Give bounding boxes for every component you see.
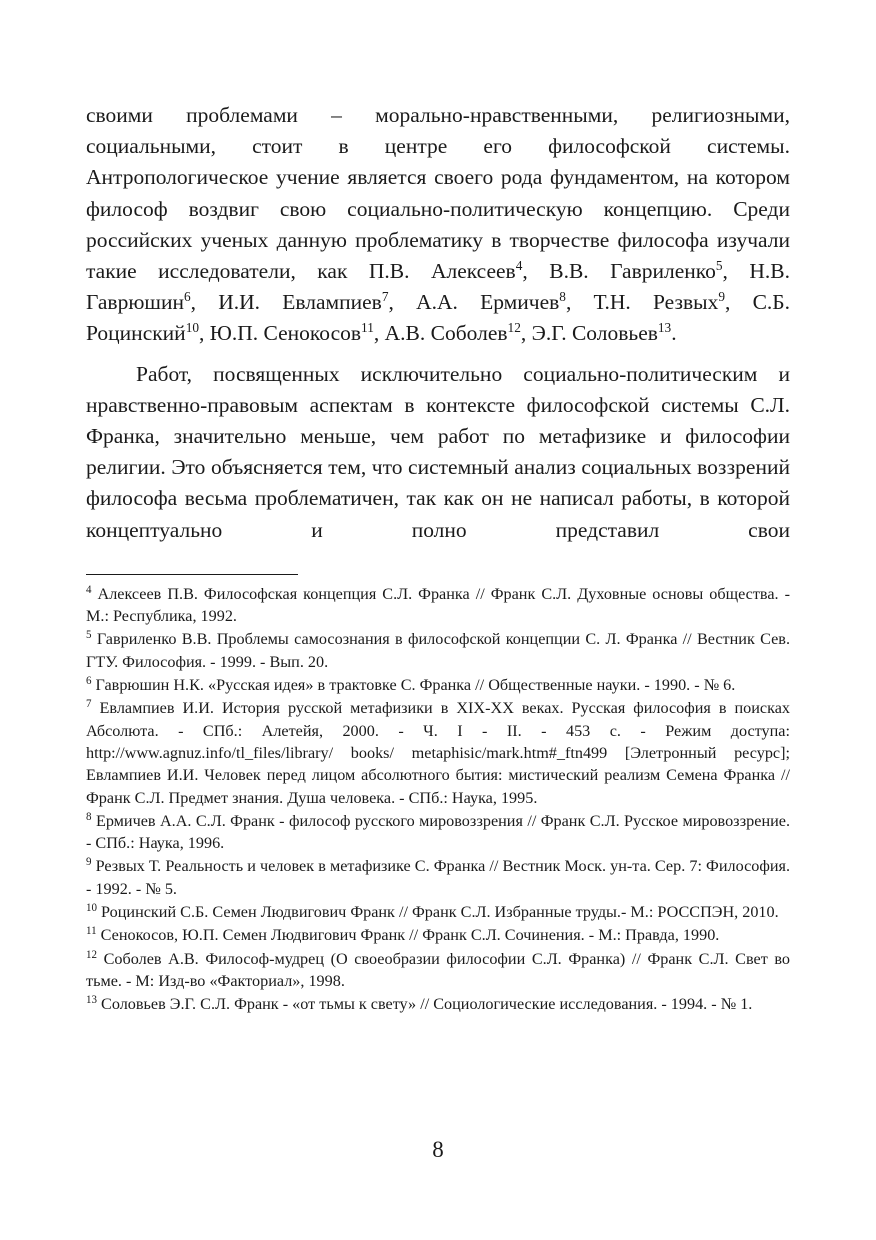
body-text-run: , И.И. Евлампиев bbox=[190, 290, 382, 315]
footnote-number: 10 bbox=[86, 901, 97, 914]
footnote-ref[interactable]: 5 bbox=[715, 258, 723, 274]
footnotes bbox=[86, 583, 790, 1016]
paragraph-2 bbox=[86, 359, 790, 546]
footnote-text: Гаврюшин Н.К. «Русская идея» в трактовке С. Франка // Общественные науки. - 1990. - № 6. bbox=[95, 676, 736, 695]
body-text-run: , Ю.П. Сенокосов bbox=[199, 321, 362, 346]
footnote-11 bbox=[86, 924, 790, 946]
footnote-ref[interactable]: 6 bbox=[183, 289, 191, 305]
footnote-6 bbox=[86, 674, 790, 696]
footnote-10 bbox=[86, 901, 790, 923]
footnote-ref[interactable]: 10 bbox=[185, 320, 200, 336]
footnote-number: 4 bbox=[86, 583, 92, 596]
footnote-text: Соболев А.В. Философ-мудрец (О своеобразии философии С.Л. Франка) // Франк С.Л. Свет во тьме. - М: Изд-во «Факториал», 1998. bbox=[86, 949, 790, 990]
body-text-run: , Т.Н. Резвых bbox=[565, 290, 719, 315]
footnote-text: Алексеев П.В. Философская концепция С.Л. Франка // Франк С.Л. Духовные основы общества. - М.: Республика, 1992. bbox=[86, 584, 790, 626]
footnote-ref[interactable]: 8 bbox=[559, 289, 566, 305]
footnote-5 bbox=[86, 628, 790, 673]
footnote-12 bbox=[86, 948, 790, 993]
body-text-run: , А.В. Соболев bbox=[373, 321, 508, 346]
body-text-run: , Н.В. Гаврюшин bbox=[86, 259, 790, 315]
footnote-number: 6 bbox=[86, 674, 92, 687]
body-text-run: , В.В. Гавриленко bbox=[522, 259, 716, 284]
paragraph-1 bbox=[86, 100, 790, 350]
footnote-ref[interactable]: 11 bbox=[361, 320, 374, 336]
footnote-7 bbox=[86, 697, 790, 808]
footnote-number: 12 bbox=[86, 948, 97, 961]
footnote-text: Резвых Т. Реальность и человек в метафизике С. Франка // Вестник Моск. ун-та. Сер. 7: Философия. - 1992. - № 5. bbox=[86, 857, 791, 898]
footnote-text: Соловьев Э.Г. С.Л. Франк - «от тьмы к свету» // Социологические исследования. - 1994. - № 1. bbox=[101, 995, 753, 1014]
footnote-number: 5 bbox=[86, 629, 92, 642]
footnote-text: Ермичев А.А. С.Л. Франк - философ русского мировоззрения // Франк С.Л. Русское мировоззрение. - СПб.: Наука, 1996. bbox=[86, 811, 791, 853]
body-text bbox=[86, 100, 790, 546]
footnote-8 bbox=[86, 810, 790, 855]
footnote-number: 13 bbox=[86, 994, 97, 1007]
page-number: 8 bbox=[432, 1137, 444, 1162]
body-text-run: . bbox=[671, 321, 677, 346]
footnote-number: 7 bbox=[86, 698, 92, 711]
footnote-text: Роцинский С.Б. Семен Людвигович Франк // Франк С.Л. Избранные труды.- М.: РОССПЭН, 2010. bbox=[101, 903, 779, 921]
footnote-4 bbox=[86, 583, 790, 628]
footnote-ref[interactable]: 9 bbox=[718, 289, 725, 305]
body-text-run: , А.А. Ермичев bbox=[388, 290, 560, 315]
footnote-ref[interactable]: 12 bbox=[507, 320, 521, 336]
footnote-9 bbox=[86, 855, 790, 900]
footnote-ref[interactable]: 13 bbox=[657, 320, 672, 336]
body-text-run: Работ, посвященных исключительно социально-политическим и нравственно-правовым аспектам в контексте философской системы С.Л. Франка, значительно меньше, чем работ по метафизике и философии религии. Это объясняется тем, что системный анализ социальных воззрений философа весьма проблематичен, так как он не написал работы, в которой концептуально и полно представил свои bbox=[86, 361, 790, 542]
body-text-run: , Э.Г. Соловьев bbox=[520, 321, 658, 346]
footnote-number: 11 bbox=[86, 925, 97, 938]
footnote-text: Евлампиев И.И. История русской метафизики в XIX-XX веках. Русская философия в поисках Абсолюта. - СПб.: Алетейя, 2000. - Ч. I - II. - 453 с. - Режим доступа: http://www.agnuz.info/tl_files/library/ books/ metaphisic/mark.htm#_ftn499 [Элетронный ресурс]; Евлампиев И.И. Человек перед лицом абсолютного бытия: мистический реализм Семена Франка // Франк С.Л. Предмет знания. Душа человека. - СПб.: Наука, 1995. bbox=[86, 699, 791, 807]
body-text-run: своими проблемами – морально-нравственными, религиозными, социальными, стоит в центре его философской системы. Антропологическое учение является своего рода фундаментом, на котором философ воздвиг свою социально-политическую концепцию. Среди российских ученых данную проблематику в творчестве философа изучали такие исследователи, как П.В. Алексеев bbox=[86, 103, 790, 284]
footnote-number: 9 bbox=[86, 856, 92, 869]
footnote-ref[interactable]: 7 bbox=[381, 289, 389, 305]
footnote-13 bbox=[86, 993, 790, 1015]
footnote-text: Сенокосов, Ю.П. Семен Людвигович Франк // Франк С.Л. Сочинения. - М.: Правда, 1990. bbox=[100, 926, 720, 945]
body-text-run: , С.Б. Роцинский bbox=[86, 290, 791, 346]
footnote-ref[interactable]: 4 bbox=[515, 258, 523, 274]
page-content bbox=[86, 100, 790, 1016]
footnote-separator bbox=[86, 574, 298, 575]
footnote-number: 8 bbox=[86, 810, 92, 823]
footnote-text: Гавриленко В.В. Проблемы самосознания в философской концепции С. Л. Франка // Вестник Сев. ГТУ. Философия. - 1999. - Вып. 20. bbox=[86, 630, 790, 671]
